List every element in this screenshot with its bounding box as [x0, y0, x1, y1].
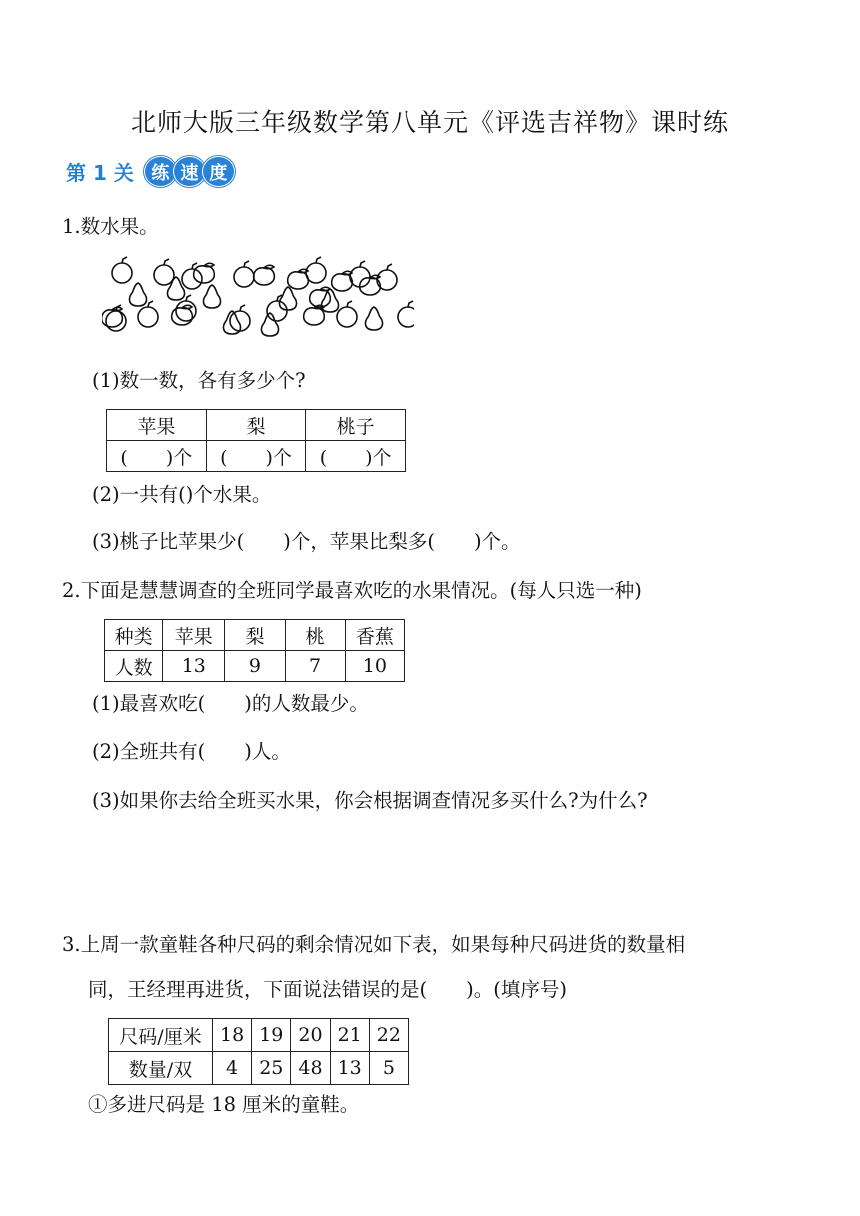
pear-shape [280, 287, 297, 310]
apple-stem [148, 301, 153, 307]
apple-stem [360, 261, 365, 267]
answer-blank[interactable]: ( )个 [107, 441, 207, 472]
badge-char: 速 [173, 156, 206, 187]
apple-shape [138, 307, 158, 327]
table-cell: 桃 [285, 620, 345, 651]
fruit-illustration [102, 255, 414, 340]
table-cell: 19 [252, 1019, 291, 1052]
table-cell: 20 [291, 1019, 330, 1052]
peach-shape [194, 266, 215, 283]
table-cell: 13 [330, 1052, 369, 1085]
table-header: 苹果 [107, 410, 207, 441]
peach-shape [172, 308, 193, 325]
table-cell: 9 [225, 651, 285, 682]
apple-stem [240, 305, 245, 311]
peach-leaf [204, 263, 214, 266]
table-cell: 梨 [225, 620, 285, 651]
table-cell: 人数 [105, 651, 163, 682]
favorite-fruit-table [104, 619, 405, 682]
apple-stem [347, 301, 352, 307]
table-cell: 种类 [105, 620, 163, 651]
table-cell: 10 [345, 651, 404, 682]
speed-practice-badge [144, 156, 231, 187]
table-cell: 48 [291, 1052, 330, 1085]
pear-shape [262, 313, 279, 336]
apple-stem [244, 261, 249, 267]
badge-char: 度 [202, 156, 235, 187]
apple-shape [398, 307, 414, 327]
apple-shape [337, 307, 357, 327]
peach-leaf [298, 269, 308, 272]
badge-char: 练 [144, 156, 177, 187]
apple-shape [267, 301, 287, 321]
peach-shape [332, 274, 353, 291]
fruit-count-table [106, 409, 406, 472]
pear-shape [366, 307, 383, 330]
table-cell: 尺码/厘米 [109, 1019, 213, 1052]
peach-shape [288, 272, 309, 289]
apple-shape [234, 267, 254, 287]
q2-part1: (1)最喜欢吃( )的人数最少。 [92, 692, 369, 715]
q3-option-1: ①多进尺码是 18 厘米的童鞋。 [88, 1093, 360, 1116]
pear-shape [130, 283, 147, 306]
apple-stem [387, 264, 392, 270]
apple-shape [154, 265, 174, 285]
table-cell: 苹果 [163, 620, 225, 651]
table-cell: 21 [330, 1019, 369, 1052]
shoe-size-table [108, 1018, 409, 1085]
level-header [66, 156, 231, 187]
apple-stem [122, 257, 127, 263]
peach-leaf [320, 287, 330, 290]
level-label: 第 1 关 [66, 161, 134, 185]
q2-part2: (2)全班共有( )人。 [92, 740, 291, 763]
apple-shape [112, 263, 132, 283]
question-1: 1.数水果。 [62, 215, 159, 238]
answer-blank[interactable]: ( )个 [306, 441, 406, 472]
apple-shape [106, 311, 126, 331]
apple-stem [164, 259, 169, 265]
page-title: 北师大版三年级数学第八单元《评选吉祥物》课时练 [130, 108, 729, 137]
q1-part3: (3)桃子比苹果少( )个，苹果比梨多( )个。 [92, 530, 521, 553]
apple-stem [186, 295, 191, 301]
pear-shape [204, 285, 221, 308]
table-cell: 18 [213, 1019, 252, 1052]
table-header: 桃子 [306, 410, 406, 441]
table-cell: 22 [369, 1019, 408, 1052]
q1-part1: (1)数一数，各有多少个? [92, 369, 306, 392]
question-3-line2: 同，王经理再进货，下面说法错误的是( )。(填序号) [88, 978, 567, 1001]
question-2: 2.下面是慧慧调查的全班同学最喜欢吃的水果情况。(每人只选一种) [62, 579, 642, 602]
question-3-line1: 3.上周一款童鞋各种尺码的剩余情况如下表，如果每种尺码进货的数量相 [62, 933, 686, 956]
peach-leaf [342, 271, 352, 274]
q2-part3: (3)如果你去给全班买水果，你会根据调查情况多买什么?为什么? [92, 789, 648, 812]
peach-shape [310, 290, 331, 307]
peach-shape [254, 268, 275, 285]
peach-leaf [182, 305, 192, 308]
peach-leaf [264, 265, 274, 268]
table-cell: 5 [369, 1052, 408, 1085]
table-cell: 25 [252, 1052, 291, 1085]
apple-stem [316, 257, 321, 263]
table-cell: 4 [213, 1052, 252, 1085]
table-cell: 7 [285, 651, 345, 682]
apple-shape [182, 269, 202, 289]
peach-shape [304, 308, 325, 325]
q1-part2: (2)一共有()个水果。 [92, 483, 272, 506]
table-cell: 香蕉 [345, 620, 404, 651]
answer-blank[interactable]: ( )个 [206, 441, 306, 472]
apple-stem [408, 301, 413, 307]
table-cell: 13 [163, 651, 225, 682]
peach-leaf [370, 275, 380, 278]
table-cell: 数量/双 [109, 1052, 213, 1085]
table-header: 梨 [206, 410, 306, 441]
